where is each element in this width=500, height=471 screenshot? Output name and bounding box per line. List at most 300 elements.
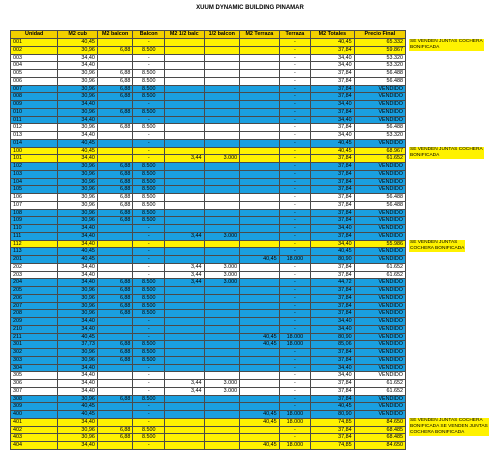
table-cell[interactable]: 34,40: [58, 364, 98, 372]
table-cell[interactable]: 8.500: [133, 163, 165, 171]
table-cell[interactable]: [204, 139, 240, 147]
table-cell[interactable]: 208: [11, 310, 58, 318]
table-cell[interactable]: [240, 93, 280, 101]
table-cell[interactable]: 204: [11, 279, 58, 287]
table-cell[interactable]: 30,96: [58, 434, 98, 442]
table-cell[interactable]: 37,84: [311, 356, 354, 364]
table-cell[interactable]: VENDIDO: [354, 325, 405, 333]
table-cell[interactable]: 3,44: [165, 380, 205, 388]
table-cell[interactable]: 401: [11, 418, 58, 426]
table-cell[interactable]: [240, 163, 280, 171]
table-cell[interactable]: [240, 70, 280, 78]
column-header[interactable]: M2 Terraza: [240, 31, 280, 39]
table-cell[interactable]: 37,73: [58, 341, 98, 349]
table-cell[interactable]: 010: [11, 108, 58, 116]
table-cell[interactable]: [165, 124, 205, 132]
table-cell[interactable]: -: [279, 54, 311, 62]
table-cell[interactable]: -: [279, 395, 311, 403]
table-cell[interactable]: [97, 139, 133, 147]
table-cell[interactable]: 301: [11, 341, 58, 349]
table-cell[interactable]: 34,40: [58, 325, 98, 333]
table-cell[interactable]: [204, 46, 240, 54]
table-cell[interactable]: -: [279, 116, 311, 124]
table-cell[interactable]: [97, 62, 133, 70]
table-cell[interactable]: 40,45: [240, 256, 280, 264]
table-cell[interactable]: 400: [11, 411, 58, 419]
table-cell[interactable]: 37,84: [311, 85, 354, 93]
table-cell[interactable]: 6,88: [97, 70, 133, 78]
table-cell[interactable]: [165, 333, 205, 341]
table-cell[interactable]: 40,45: [58, 256, 98, 264]
table-cell[interactable]: 18.000: [279, 418, 311, 426]
table-cell[interactable]: VENDIDO: [354, 225, 405, 233]
table-cell[interactable]: -: [279, 434, 311, 442]
table-cell[interactable]: [240, 101, 280, 109]
table-cell[interactable]: [204, 318, 240, 326]
table-cell[interactable]: -: [279, 380, 311, 388]
table-cell[interactable]: 306: [11, 380, 58, 388]
table-cell[interactable]: 8.500: [133, 310, 165, 318]
table-cell[interactable]: [165, 108, 205, 116]
table-cell[interactable]: -: [279, 263, 311, 271]
table-cell[interactable]: 30,96: [58, 302, 98, 310]
table-cell[interactable]: 30,96: [58, 395, 98, 403]
table-cell[interactable]: 18.000: [279, 411, 311, 419]
table-cell[interactable]: 30,96: [58, 108, 98, 116]
table-cell[interactable]: 6,88: [97, 310, 133, 318]
table-cell[interactable]: [240, 364, 280, 372]
table-cell[interactable]: 37,84: [311, 108, 354, 116]
table-cell[interactable]: 8.500: [133, 209, 165, 217]
table-cell[interactable]: 56.488: [354, 77, 405, 85]
table-cell[interactable]: 308: [11, 395, 58, 403]
table-cell[interactable]: 34,40: [311, 54, 354, 62]
table-cell[interactable]: 80,90: [311, 256, 354, 264]
table-cell[interactable]: [204, 341, 240, 349]
table-cell[interactable]: 30,96: [58, 77, 98, 85]
table-cell[interactable]: 53.320: [354, 62, 405, 70]
table-cell[interactable]: 014: [11, 139, 58, 147]
table-cell[interactable]: [97, 325, 133, 333]
table-cell[interactable]: 6,88: [97, 302, 133, 310]
table-cell[interactable]: [165, 442, 205, 450]
table-cell[interactable]: -: [279, 101, 311, 109]
table-cell[interactable]: 102: [11, 163, 58, 171]
table-cell[interactable]: 44,72: [311, 279, 354, 287]
table-cell[interactable]: 40,45: [240, 411, 280, 419]
table-cell[interactable]: 34,40: [58, 155, 98, 163]
table-cell[interactable]: [204, 325, 240, 333]
table-cell[interactable]: [165, 256, 205, 264]
table-cell[interactable]: 8.500: [133, 170, 165, 178]
table-cell[interactable]: [240, 132, 280, 140]
table-cell[interactable]: 30,96: [58, 310, 98, 318]
table-cell[interactable]: 34,40: [311, 325, 354, 333]
table-cell[interactable]: [204, 287, 240, 295]
table-cell[interactable]: [204, 54, 240, 62]
table-cell[interactable]: 30,96: [58, 287, 98, 295]
table-cell[interactable]: 6,88: [97, 356, 133, 364]
column-header[interactable]: M2 1/2 balc: [165, 31, 205, 39]
table-cell[interactable]: 6,88: [97, 426, 133, 434]
table-cell[interactable]: -: [279, 426, 311, 434]
table-cell[interactable]: [165, 116, 205, 124]
table-cell[interactable]: 3.000: [204, 155, 240, 163]
table-cell[interactable]: 6,88: [97, 85, 133, 93]
table-cell[interactable]: [204, 403, 240, 411]
table-cell[interactable]: [97, 101, 133, 109]
table-cell[interactable]: 37,84: [311, 287, 354, 295]
table-cell[interactable]: 6,88: [97, 108, 133, 116]
table-cell[interactable]: 30,96: [58, 163, 98, 171]
table-cell[interactable]: 201: [11, 256, 58, 264]
table-cell[interactable]: [165, 364, 205, 372]
table-cell[interactable]: [97, 380, 133, 388]
table-cell[interactable]: 6,88: [97, 201, 133, 209]
table-cell[interactable]: -: [279, 85, 311, 93]
table-cell[interactable]: -: [133, 442, 165, 450]
table-cell[interactable]: -: [279, 201, 311, 209]
table-cell[interactable]: [165, 287, 205, 295]
table-cell[interactable]: 37,84: [311, 155, 354, 163]
table-cell[interactable]: -: [133, 155, 165, 163]
table-cell[interactable]: 013: [11, 132, 58, 140]
table-cell[interactable]: -: [133, 147, 165, 155]
table-cell[interactable]: 34,40: [58, 116, 98, 124]
table-cell[interactable]: 37,84: [311, 217, 354, 225]
table-cell[interactable]: 61.652: [354, 387, 405, 395]
table-cell[interactable]: [240, 294, 280, 302]
table-cell[interactable]: [165, 217, 205, 225]
table-cell[interactable]: -: [133, 318, 165, 326]
table-cell[interactable]: -: [279, 147, 311, 155]
table-cell[interactable]: [204, 356, 240, 364]
table-cell[interactable]: VENDIDO: [354, 372, 405, 380]
table-cell[interactable]: 30,96: [58, 178, 98, 186]
table-cell[interactable]: 68.485: [354, 434, 405, 442]
table-cell[interactable]: 37,84: [311, 232, 354, 240]
table-cell[interactable]: VENDIDO: [354, 318, 405, 326]
table-cell[interactable]: 40,45: [58, 411, 98, 419]
table-cell[interactable]: -: [133, 101, 165, 109]
table-cell[interactable]: [204, 310, 240, 318]
table-cell[interactable]: 8.500: [133, 302, 165, 310]
table-cell[interactable]: 37,84: [311, 93, 354, 101]
table-cell[interactable]: -: [279, 302, 311, 310]
table-cell[interactable]: 30,96: [58, 356, 98, 364]
table-cell[interactable]: [240, 287, 280, 295]
table-cell[interactable]: VENDIDO: [354, 287, 405, 295]
table-cell[interactable]: 3,44: [165, 155, 205, 163]
table-cell[interactable]: 68.485: [354, 426, 405, 434]
table-cell[interactable]: 74,85: [311, 418, 354, 426]
table-cell[interactable]: [204, 372, 240, 380]
table-cell[interactable]: 003: [11, 54, 58, 62]
table-cell[interactable]: 34,40: [58, 54, 98, 62]
table-cell[interactable]: 3,44: [165, 271, 205, 279]
table-cell[interactable]: -: [279, 139, 311, 147]
table-cell[interactable]: [240, 302, 280, 310]
table-cell[interactable]: [97, 132, 133, 140]
table-cell[interactable]: 18.000: [279, 442, 311, 450]
table-cell[interactable]: [240, 434, 280, 442]
table-cell[interactable]: [165, 93, 205, 101]
table-cell[interactable]: 30,96: [58, 85, 98, 93]
table-cell[interactable]: -: [279, 387, 311, 395]
table-cell[interactable]: 3,44: [165, 232, 205, 240]
table-cell[interactable]: [97, 372, 133, 380]
table-cell[interactable]: 8.500: [133, 217, 165, 225]
table-cell[interactable]: 30,96: [58, 349, 98, 357]
table-cell[interactable]: VENDIDO: [354, 302, 405, 310]
table-cell[interactable]: 34,40: [311, 101, 354, 109]
table-cell[interactable]: 80,90: [311, 411, 354, 419]
table-cell[interactable]: 37,84: [311, 434, 354, 442]
table-cell[interactable]: -: [133, 225, 165, 233]
table-cell[interactable]: -: [279, 70, 311, 78]
table-cell[interactable]: 6,88: [97, 279, 133, 287]
table-cell[interactable]: VENDIDO: [354, 364, 405, 372]
table-cell[interactable]: 8.500: [133, 93, 165, 101]
table-cell[interactable]: 30,96: [58, 194, 98, 202]
table-cell[interactable]: 8.500: [133, 356, 165, 364]
table-cell[interactable]: [204, 77, 240, 85]
table-cell[interactable]: [165, 194, 205, 202]
table-cell[interactable]: 3,44: [165, 263, 205, 271]
table-cell[interactable]: -: [279, 372, 311, 380]
table-cell[interactable]: [97, 116, 133, 124]
table-cell[interactable]: 40,45: [240, 341, 280, 349]
table-cell[interactable]: [240, 387, 280, 395]
table-cell[interactable]: [240, 426, 280, 434]
table-cell[interactable]: 009: [11, 101, 58, 109]
table-cell[interactable]: 30,96: [58, 217, 98, 225]
table-cell[interactable]: 103: [11, 170, 58, 178]
table-cell[interactable]: VENDIDO: [354, 256, 405, 264]
table-cell[interactable]: 61.652: [354, 271, 405, 279]
table-cell[interactable]: 8.500: [133, 434, 165, 442]
table-cell[interactable]: [165, 62, 205, 70]
table-cell[interactable]: 305: [11, 372, 58, 380]
table-cell[interactable]: 404: [11, 442, 58, 450]
column-header[interactable]: M2 cub: [58, 31, 98, 39]
table-cell[interactable]: 6,88: [97, 46, 133, 54]
table-cell[interactable]: 59.867: [354, 46, 405, 54]
table-cell[interactable]: 74,85: [311, 442, 354, 450]
table-cell[interactable]: VENDIDO: [354, 101, 405, 109]
table-cell[interactable]: 309: [11, 403, 58, 411]
table-cell[interactable]: [240, 380, 280, 388]
table-cell[interactable]: -: [279, 186, 311, 194]
table-cell[interactable]: -: [133, 411, 165, 419]
table-cell[interactable]: VENDIDO: [354, 163, 405, 171]
table-cell[interactable]: -: [279, 77, 311, 85]
table-cell[interactable]: [97, 39, 133, 47]
table-cell[interactable]: 3,44: [165, 279, 205, 287]
table-cell[interactable]: 30,96: [58, 170, 98, 178]
table-cell[interactable]: 004: [11, 62, 58, 70]
table-cell[interactable]: [204, 294, 240, 302]
table-cell[interactable]: [165, 325, 205, 333]
table-cell[interactable]: [97, 225, 133, 233]
table-cell[interactable]: 40,45: [240, 418, 280, 426]
table-cell[interactable]: 011: [11, 116, 58, 124]
table-cell[interactable]: 56.488: [354, 70, 405, 78]
table-cell[interactable]: -: [279, 294, 311, 302]
table-cell[interactable]: [165, 372, 205, 380]
table-cell[interactable]: 37,84: [311, 310, 354, 318]
table-cell[interactable]: [165, 356, 205, 364]
table-cell[interactable]: [165, 240, 205, 248]
table-cell[interactable]: 6,88: [97, 186, 133, 194]
table-cell[interactable]: 37,84: [311, 70, 354, 78]
table-cell[interactable]: -: [279, 364, 311, 372]
table-cell[interactable]: 30,96: [58, 201, 98, 209]
table-cell[interactable]: 40,45: [311, 139, 354, 147]
table-cell[interactable]: 304: [11, 364, 58, 372]
table-cell[interactable]: [240, 62, 280, 70]
table-cell[interactable]: 34,40: [58, 372, 98, 380]
table-cell[interactable]: 85,06: [311, 341, 354, 349]
table-cell[interactable]: [165, 170, 205, 178]
table-cell[interactable]: 6,88: [97, 349, 133, 357]
table-cell[interactable]: -: [279, 279, 311, 287]
table-cell[interactable]: 8.500: [133, 395, 165, 403]
table-cell[interactable]: [204, 85, 240, 93]
table-cell[interactable]: VENDIDO: [354, 93, 405, 101]
table-cell[interactable]: 40,45: [58, 39, 98, 47]
table-cell[interactable]: 84.650: [354, 418, 405, 426]
table-cell[interactable]: -: [279, 310, 311, 318]
table-cell[interactable]: 8.500: [133, 186, 165, 194]
table-cell[interactable]: 56.488: [354, 194, 405, 202]
table-cell[interactable]: VENDIDO: [354, 209, 405, 217]
table-cell[interactable]: 3,44: [165, 387, 205, 395]
table-cell[interactable]: 6,88: [97, 93, 133, 101]
table-cell[interactable]: VENDIDO: [354, 395, 405, 403]
table-cell[interactable]: 34,40: [58, 232, 98, 240]
table-cell[interactable]: 6,88: [97, 294, 133, 302]
table-cell[interactable]: VENDIDO: [354, 108, 405, 116]
table-cell[interactable]: 34,40: [58, 62, 98, 70]
table-cell[interactable]: 56.488: [354, 124, 405, 132]
table-cell[interactable]: [240, 54, 280, 62]
table-cell[interactable]: [165, 201, 205, 209]
table-cell[interactable]: 211: [11, 333, 58, 341]
table-cell[interactable]: -: [279, 194, 311, 202]
table-cell[interactable]: [204, 217, 240, 225]
table-cell[interactable]: 37,84: [311, 263, 354, 271]
table-cell[interactable]: 8.500: [133, 124, 165, 132]
table-cell[interactable]: [240, 349, 280, 357]
table-cell[interactable]: 34,40: [58, 263, 98, 271]
table-cell[interactable]: 34,40: [311, 62, 354, 70]
table-cell[interactable]: [204, 39, 240, 47]
table-cell[interactable]: -: [279, 318, 311, 326]
table-cell[interactable]: [204, 434, 240, 442]
table-cell[interactable]: [165, 411, 205, 419]
table-cell[interactable]: [165, 101, 205, 109]
table-cell[interactable]: [165, 163, 205, 171]
table-cell[interactable]: [240, 147, 280, 155]
table-cell[interactable]: 002: [11, 46, 58, 54]
table-cell[interactable]: 37,84: [311, 302, 354, 310]
table-cell[interactable]: 34,40: [311, 116, 354, 124]
table-cell[interactable]: [204, 225, 240, 233]
table-cell[interactable]: 001: [11, 39, 58, 47]
table-cell[interactable]: [240, 194, 280, 202]
table-cell[interactable]: 8.500: [133, 178, 165, 186]
column-header[interactable]: Balcon: [133, 31, 165, 39]
table-cell[interactable]: [204, 124, 240, 132]
table-cell[interactable]: -: [279, 356, 311, 364]
table-cell[interactable]: 37,84: [311, 163, 354, 171]
table-cell[interactable]: 210: [11, 325, 58, 333]
table-cell[interactable]: 34,40: [58, 240, 98, 248]
table-cell[interactable]: [97, 155, 133, 163]
table-cell[interactable]: -: [279, 178, 311, 186]
table-cell[interactable]: [97, 232, 133, 240]
table-cell[interactable]: [97, 248, 133, 256]
table-cell[interactable]: -: [133, 380, 165, 388]
table-cell[interactable]: [240, 155, 280, 163]
table-cell[interactable]: [240, 170, 280, 178]
table-cell[interactable]: 108: [11, 209, 58, 217]
column-header[interactable]: Precio Final: [354, 31, 405, 39]
table-cell[interactable]: [97, 364, 133, 372]
table-cell[interactable]: [97, 147, 133, 155]
table-cell[interactable]: VENDIDO: [354, 248, 405, 256]
table-cell[interactable]: -: [133, 263, 165, 271]
table-cell[interactable]: 30,96: [58, 46, 98, 54]
table-cell[interactable]: 402: [11, 426, 58, 434]
table-cell[interactable]: -: [279, 155, 311, 163]
table-cell[interactable]: [240, 240, 280, 248]
table-cell[interactable]: [165, 54, 205, 62]
table-cell[interactable]: [165, 302, 205, 310]
table-cell[interactable]: 8.500: [133, 201, 165, 209]
table-cell[interactable]: 30,96: [58, 186, 98, 194]
table-cell[interactable]: -: [133, 139, 165, 147]
table-cell[interactable]: 207: [11, 302, 58, 310]
table-cell[interactable]: 104: [11, 178, 58, 186]
table-cell[interactable]: [204, 93, 240, 101]
table-cell[interactable]: 6,88: [97, 287, 133, 295]
table-cell[interactable]: 006: [11, 77, 58, 85]
table-cell[interactable]: 8.500: [133, 294, 165, 302]
table-cell[interactable]: 37,84: [311, 77, 354, 85]
table-cell[interactable]: [97, 263, 133, 271]
table-cell[interactable]: 6,88: [97, 434, 133, 442]
table-cell[interactable]: [165, 248, 205, 256]
table-cell[interactable]: [240, 186, 280, 194]
table-cell[interactable]: 34,40: [311, 240, 354, 248]
table-cell[interactable]: [165, 46, 205, 54]
table-cell[interactable]: [165, 85, 205, 93]
table-cell[interactable]: 40,45: [58, 147, 98, 155]
table-cell[interactable]: 34,40: [58, 225, 98, 233]
table-cell[interactable]: [240, 372, 280, 380]
table-cell[interactable]: 84.650: [354, 442, 405, 450]
table-cell[interactable]: 8.500: [133, 108, 165, 116]
table-cell[interactable]: 34,40: [58, 101, 98, 109]
table-cell[interactable]: [165, 341, 205, 349]
table-cell[interactable]: 18.000: [279, 341, 311, 349]
table-cell[interactable]: -: [279, 163, 311, 171]
table-cell[interactable]: [204, 418, 240, 426]
table-cell[interactable]: [240, 318, 280, 326]
table-cell[interactable]: 40,45: [240, 333, 280, 341]
